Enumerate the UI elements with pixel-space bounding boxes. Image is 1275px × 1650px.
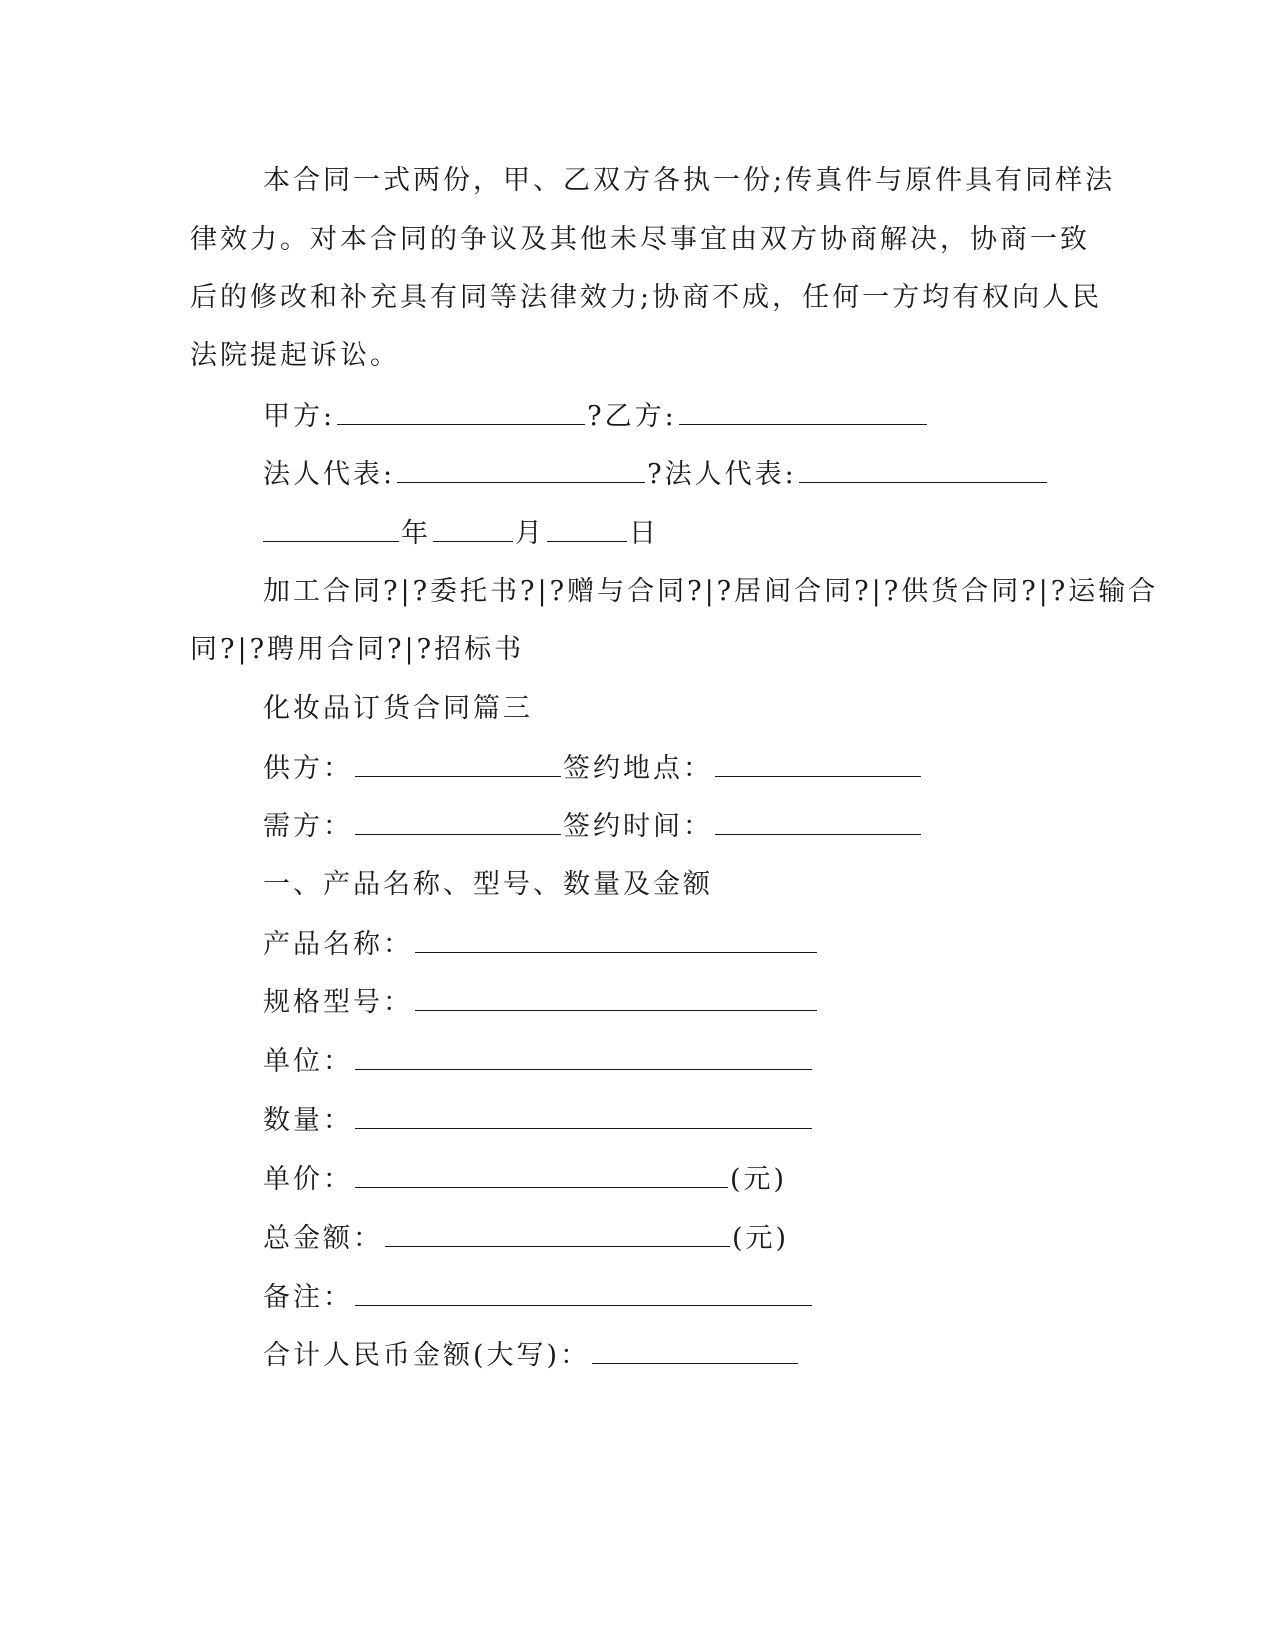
unit-label: 单位：: [263, 1046, 353, 1077]
party-a-label: 甲方:: [263, 401, 336, 432]
paragraph-line: 法院提起诉讼。: [190, 340, 400, 371]
total-suffix: (元): [732, 1223, 790, 1254]
remark-row: [263, 1279, 1163, 1316]
sign-time-label: 签约时间：: [563, 811, 713, 842]
sign-time-blank[interactable]: [715, 808, 921, 835]
buyer-blank[interactable]: [355, 808, 561, 835]
total-row: [263, 1220, 1163, 1257]
representative-row: [263, 456, 1163, 493]
unit-price-suffix: (元): [730, 1164, 788, 1195]
party-a-blank[interactable]: [337, 398, 585, 425]
supplier-row: [263, 750, 1163, 787]
party-b-label: ?乙方:: [587, 401, 677, 432]
paragraph-line: 本合同一式两份，甲、乙双方各执一份;传真件与原件具有同样法: [263, 165, 1116, 196]
year-blank[interactable]: [263, 515, 399, 542]
total-blank[interactable]: [385, 1220, 730, 1247]
day-blank[interactable]: [547, 515, 627, 542]
buyer-label: 需方：: [263, 811, 353, 842]
product-name-blank[interactable]: [415, 926, 817, 953]
month-blank[interactable]: [433, 515, 513, 542]
product-name-label: 产品名称：: [263, 929, 413, 960]
paragraph-line: 律效力。对本合同的争议及其他未尽事宜由双方协商解决，协商一致: [190, 224, 1090, 255]
sign-place-label: 签约地点：: [563, 753, 713, 784]
year-label: 年: [401, 518, 431, 549]
paragraph-line: 后的修改和补充具有同等法律效力;协商不成，任何一方均有权向人民: [190, 282, 1103, 313]
party-b-blank[interactable]: [679, 398, 927, 425]
unit-blank[interactable]: [355, 1043, 812, 1070]
quantity-label: 数量：: [263, 1105, 353, 1136]
quantity-blank[interactable]: [355, 1102, 812, 1129]
buyer-row: [263, 808, 1163, 845]
product-name-row: [263, 926, 1163, 963]
unit-row: [263, 1043, 1163, 1080]
spec-row: [263, 984, 1163, 1021]
related-links-line[interactable]: 加工合同?|?委托书?|?赠与合同?|?居间合同?|?供货合同?|?运输合: [263, 576, 1159, 607]
rmb-total-label: 合计人民币金额(大写)：: [263, 1340, 591, 1371]
unit-price-row: [263, 1161, 1163, 1198]
section-heading: 一、产品名称、型号、数量及金额: [263, 869, 713, 900]
remark-label: 备注：: [263, 1282, 353, 1313]
rmb-total-blank[interactable]: [592, 1337, 798, 1364]
unit-price-label: 单价：: [263, 1164, 353, 1195]
section-title: 化妆品订货合同篇三: [263, 693, 533, 724]
rmb-total-row: [263, 1337, 1163, 1374]
day-label: 日: [629, 518, 659, 549]
rep-b-blank[interactable]: [799, 456, 1047, 483]
spec-label: 规格型号：: [263, 987, 413, 1018]
party-signature-row: [263, 398, 1163, 435]
rep-a-label: 法人代表:: [263, 459, 396, 490]
sign-place-blank[interactable]: [715, 750, 921, 777]
spec-blank[interactable]: [415, 984, 817, 1011]
remark-blank[interactable]: [355, 1279, 812, 1306]
supplier-label: 供方：: [263, 753, 353, 784]
date-row: [263, 515, 1163, 552]
total-label: 总金额：: [263, 1223, 383, 1254]
month-label: 月: [515, 518, 545, 549]
supplier-blank[interactable]: [355, 750, 561, 777]
rep-b-label: ?法人代表:: [647, 459, 797, 490]
related-links-line[interactable]: 同?|?聘用合同?|?招标书: [190, 634, 525, 665]
unit-price-blank[interactable]: [355, 1161, 728, 1188]
quantity-row: [263, 1102, 1163, 1139]
rep-a-blank[interactable]: [397, 456, 645, 483]
